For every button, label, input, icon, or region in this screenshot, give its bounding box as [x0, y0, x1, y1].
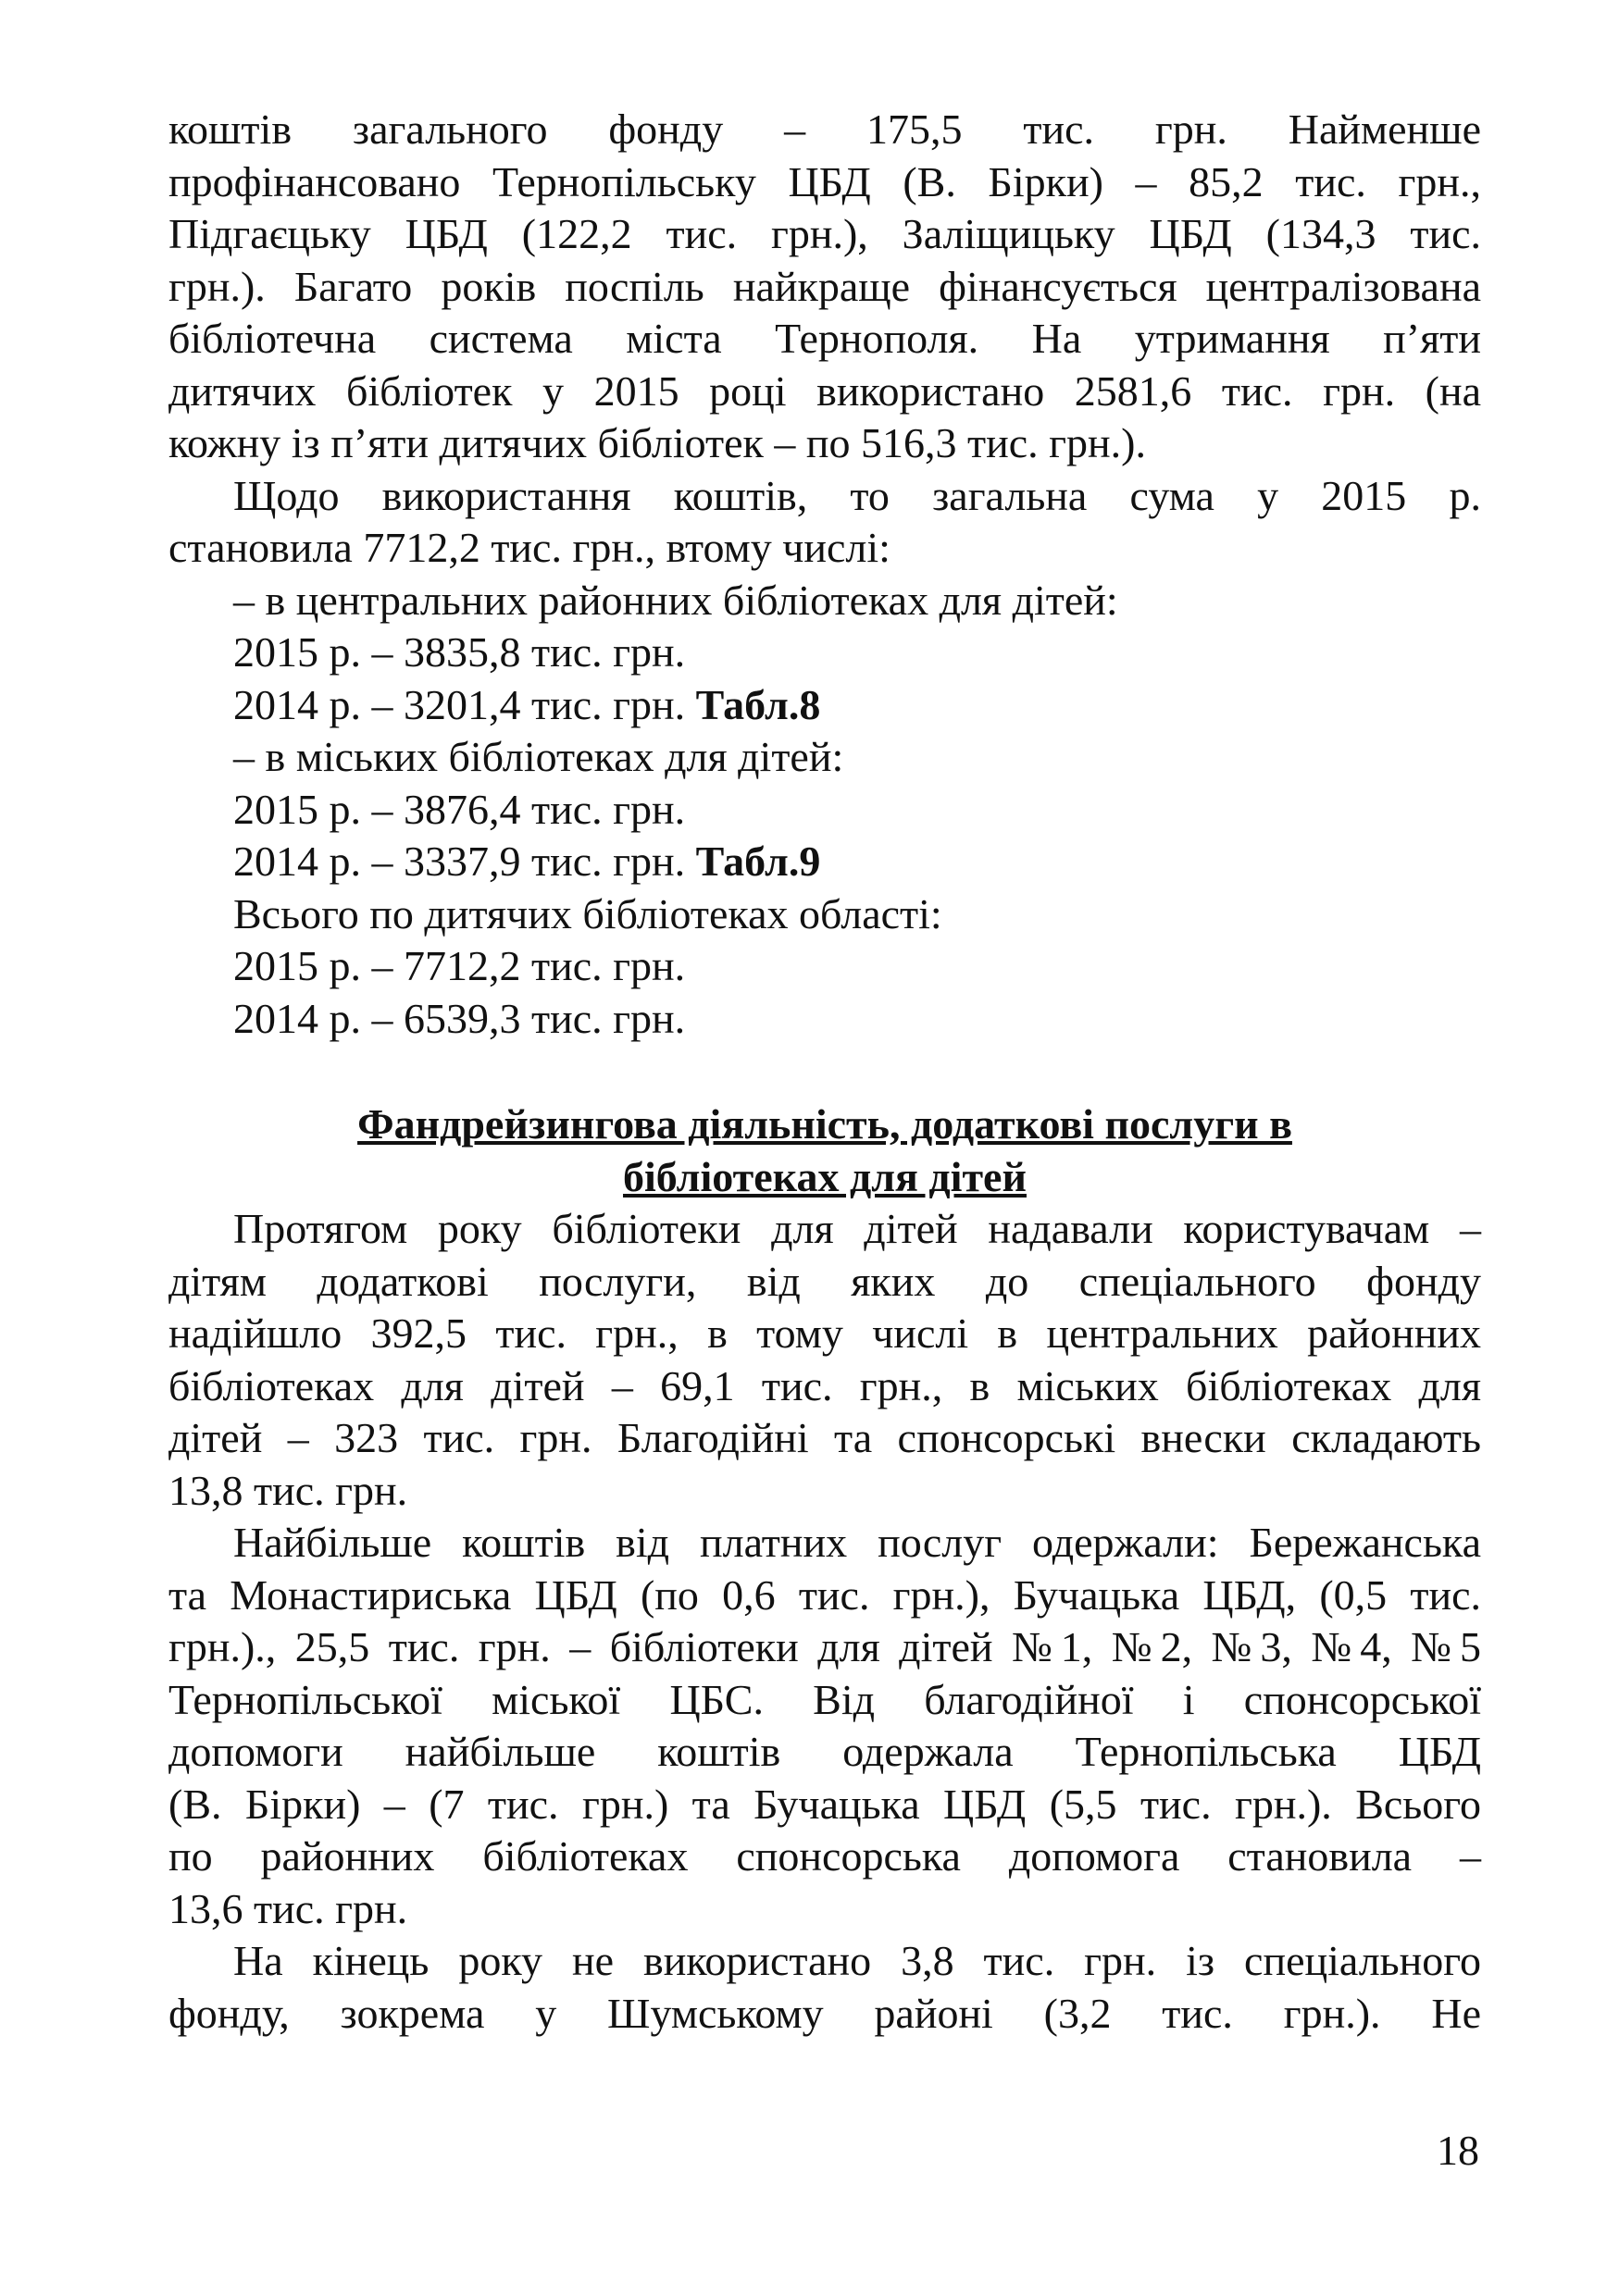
text-line: 13,6 тис. грн. [168, 1884, 408, 1932]
text-line: Протягом року бібліотеки для дітей надавали користувачам – [233, 1205, 1481, 1252]
section-spacer [168, 1045, 1481, 1098]
paragraph-expenditure [168, 470, 1481, 575]
text-line: грн.). Багато років поспіль найкраще фінансується централізована [168, 262, 1481, 310]
text-line: фонду, зокрема у Шумському районі (3,2 тис. грн.). Не [168, 1989, 1481, 2037]
text-line: Щодо використання коштів, то загальна сума у 2015 р. [233, 471, 1481, 519]
paragraph-unused-funds [168, 1935, 1481, 2040]
text-line: грн.)., 25,5 тис. грн. – бібліотеки для дітей №1, №2, №3, №4, №5 [168, 1623, 1481, 1670]
text-line: надійшло 392,5 тис. грн., в тому числі в центральних районних [168, 1309, 1481, 1357]
page-number: 18 [1437, 2127, 1479, 2174]
list-item: – в міських бібліотеках для дітей: [233, 733, 844, 780]
text-line: по районних бібліотеках спонсорська допомога становила – [168, 1832, 1481, 1880]
text-line: кожну із п’яти дитячих бібліотек – по 516,3 тис. грн.). [168, 419, 1146, 466]
list-item-value: 2014 р. – 3337,9 тис. грн. [233, 838, 686, 885]
text-line: Підгаєцьку ЦБД (122,2 тис. грн.), Заліщицьку ЦБД (134,3 тис. [168, 210, 1481, 257]
list-item: 2015 р. – 7712,2 тис. грн. [233, 942, 686, 989]
list-item: 2015 р. – 3876,4 тис. грн. [233, 785, 686, 833]
text-line: Найбільше коштів від платних послуг одержали: Бережанська [233, 1519, 1481, 1566]
paragraph-funding-general [168, 104, 1481, 470]
text-line: допомоги найбільше коштів одержала Тернопільська ЦБД [168, 1728, 1481, 1775]
text-line: становила 7712,2 тис. грн., втому числі: [168, 524, 890, 571]
text-line: Тернопільської міської ЦБС. Від благодійної і спонсорської [168, 1675, 1481, 1723]
text-line: На кінець року не використано 3,8 тис. грн. із спеціального [233, 1937, 1481, 1984]
table-reference: Табл.8 [695, 680, 821, 728]
list-item [168, 679, 1481, 732]
heading-line: Фандрейзингова діяльність, додаткові послуги в [357, 1100, 1292, 1148]
list-item-value: 2014 р. – 3201,4 тис. грн. [233, 680, 686, 728]
heading-line: бібліотеках для дітей [623, 1152, 1027, 1200]
text-line: (В. Бірки) – (7 тис. грн.) та Бучацька ЦБД (5,5 тис. грн.). Всього [168, 1780, 1481, 1828]
paragraph-paid-services [168, 1517, 1481, 1935]
text-line: 13,8 тис. грн. [168, 1466, 408, 1514]
text-line: дітей – 323 тис. грн. Благодійні та спонсорські внески складають [168, 1414, 1481, 1461]
list-item: Всього по дитячих бібліотеках області: [233, 889, 942, 937]
paragraph-additional-services [168, 1203, 1481, 1517]
list-item: – в центральних районних бібліотеках для дітей: [233, 576, 1118, 624]
text-line: дітям додаткові послуги, від яких до спеціального фонду [168, 1257, 1481, 1305]
list-item [168, 836, 1481, 888]
text-line: коштів загального фонду – 175,5 тис. грн. Найменше [168, 105, 1481, 153]
text-line: бібліотечна система міста Тернополя. На утримання п’яти [168, 315, 1481, 362]
section-heading [168, 1098, 1481, 1203]
expenditure-list [168, 575, 1481, 1046]
list-item: 2015 р. – 3835,8 тис. грн. [233, 628, 686, 676]
text-line: та Монастириська ЦБД (по 0,6 тис. грн.), Бучацька ЦБД, (0,5 тис. [168, 1570, 1481, 1619]
text-line: профінансовано Тернопільську ЦБД (В. Бірки) – 85,2 тис. грн., [168, 157, 1481, 205]
table-reference: Табл.9 [695, 838, 821, 885]
text-line: дитячих бібліотек у 2015 році використано 2581,6 тис. грн. (на [168, 366, 1481, 415]
document-page [168, 104, 1481, 2040]
text-line: бібліотеках для дітей – 69,1 тис. грн., в міських бібліотеках для [168, 1361, 1481, 1409]
list-item: 2014 р. – 6539,3 тис. грн. [233, 994, 686, 1042]
